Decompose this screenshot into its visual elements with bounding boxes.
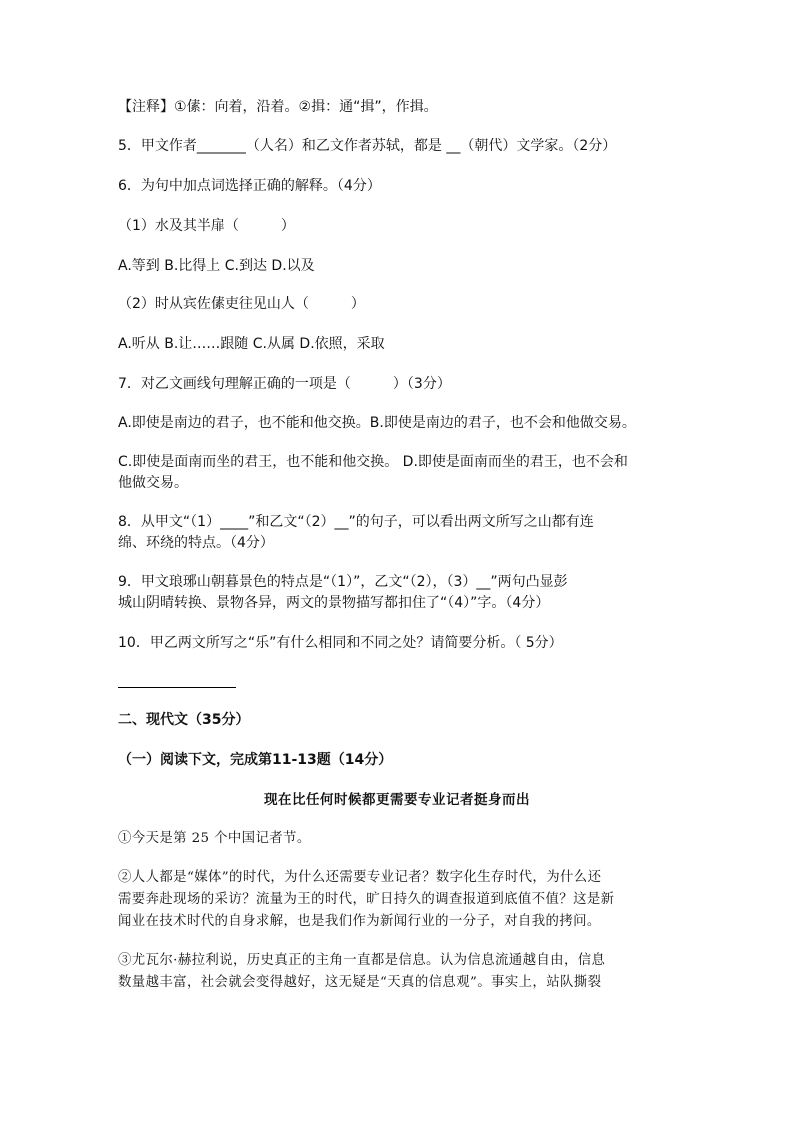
question-8-cont: 绵、环绕的特点。（4分） xyxy=(118,535,274,551)
question-6-part-1-options: A.等到 B.比得上 C.到达 D.以及 xyxy=(118,258,315,274)
annotation-note: 【注释】①傃：向着，沿着。②揖：通“揖”，作揖。 xyxy=(118,99,438,115)
answer-rule xyxy=(118,687,236,688)
paragraph-2-line-2: 需要奔赴现场的采访？流量为王的时代，旷日持久的调查报道到底值不值？这是新 xyxy=(118,892,615,907)
question-5: 5．甲文作者_______（人名）和乙文作者苏轼，都是 __（朝代）文学家。（2分） xyxy=(118,138,617,154)
question-6-part-1: （1）水及其半扉（ ） xyxy=(118,218,295,234)
section-heading: 二、现代文（35分） xyxy=(118,712,250,728)
question-6-part-2: （2）时从宾佐傃吏往见山人（ ） xyxy=(118,296,365,312)
question-7: 7．对乙文画线句理解正确的一项是（ ）（3分） xyxy=(118,376,451,392)
sub-section-heading: （一）阅读下文，完成第11-13题（14分） xyxy=(118,752,393,768)
paragraph-3: ③尤瓦尔·赫拉利说，历史真正的主角一直都是信息。认为信息流通越自由，信息 xyxy=(118,953,606,968)
question-7-options-cd-cont: 他做交易。 xyxy=(118,475,188,491)
question-7-options-ab: A.即使是南边的君子，也不能和他交换。B.即使是南边的君子，也不会和他做交易。 xyxy=(118,415,636,431)
question-9-cont: 城山阴晴转换、景物各异，两文的景物描写都扣住了“（4）”字。（4分） xyxy=(118,595,550,611)
paragraph-3-line-2: 数量越丰富，社会就会变得越好，这无疑是“天真的信息观”。事实上，站队撕裂 xyxy=(118,975,602,990)
question-9: 9．甲文琅琊山朝暮景色的特点是“（1）”，乙文“（2），（3）__”两句凸显彭 xyxy=(118,574,568,590)
paragraph-2: ②人人都是“媒体”的时代，为什么还需要专业记者？数字化生存时代，为什么还 xyxy=(118,870,602,885)
question-6: 6．为句中加点词选择正确的解释。（4分） xyxy=(118,178,381,194)
question-7-options-cd: C.即使是面南而坐的君王，也不能和他交换。 D.即使是面南而坐的君王，也不会和 xyxy=(118,454,628,470)
article-title: 现在比任何时候都更需要专业记者挺身而出 xyxy=(264,792,530,808)
paragraph-2-line-3: 闻业在技术时代的自身求解，也是我们作为新闻行业的一分子，对自我的拷问。 xyxy=(118,914,601,929)
question-6-part-2-options: A.听从 B.让……跟随 C.从属 D.依照，采取 xyxy=(118,336,385,352)
question-8: 8．从甲文“（1）____”和乙文“（2）__”的句子，可以看出两文所写之山都有连 xyxy=(118,514,594,530)
paragraph-1: ①今天是第 25 个中国记者节。 xyxy=(118,831,311,846)
question-10: 10．甲乙两文所写之“乐”有什么相同和不同之处？请简要分析。（ 5分） xyxy=(118,635,563,651)
